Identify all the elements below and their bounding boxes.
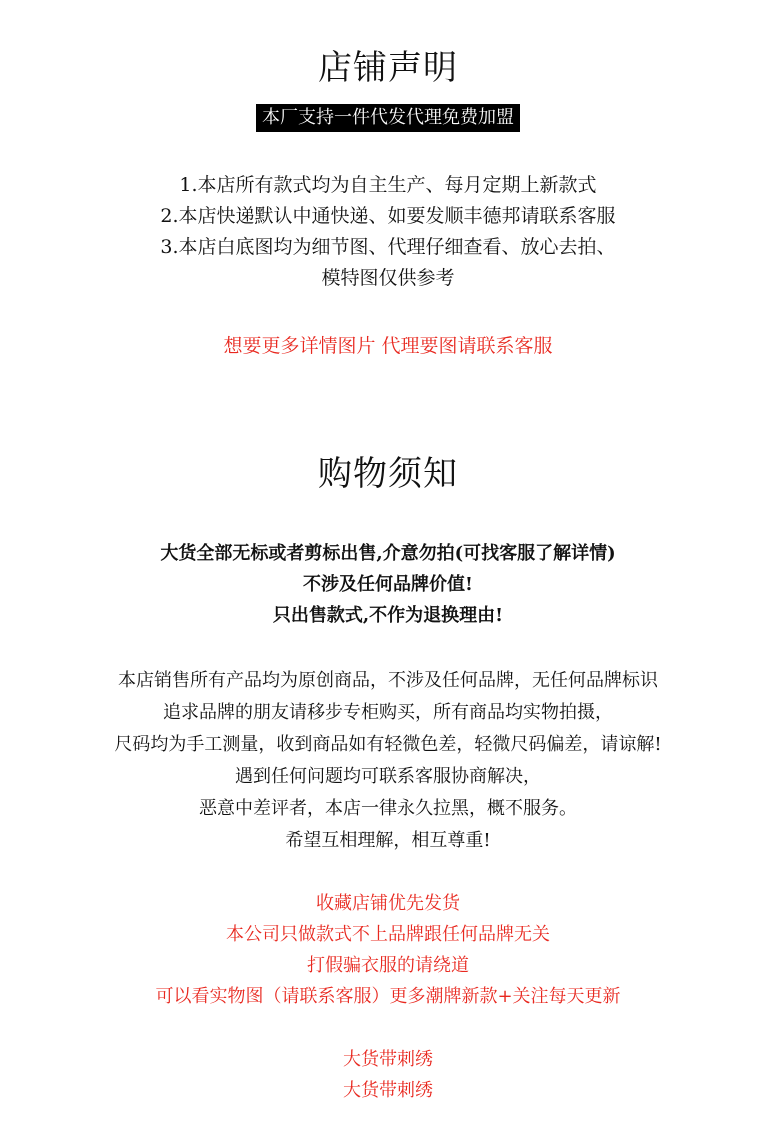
policy-line: 尺码均为手工测量，收到商品如有轻微色差，轻微尺码偏差，请谅解! bbox=[114, 734, 662, 755]
embroidery-notes bbox=[0, 1044, 776, 1106]
policy-line: 本店销售所有产品均为原创商品，不涉及任何品牌，无任何品牌标识 bbox=[118, 670, 658, 691]
store-rule-3-continued: 模特图仅供参考 bbox=[321, 267, 455, 289]
red-highlight-notes bbox=[0, 888, 776, 1012]
highlight-line: 可以看实物图（请联系客服）更多潮牌新款+关注每天更新 bbox=[155, 986, 621, 1007]
policy-line: 遇到任何问题均可联系客服协商解决， bbox=[235, 766, 541, 787]
policy-line: 追求品牌的朋友请移步专柜购买，所有商品均实物拍摄， bbox=[163, 702, 613, 723]
store-rule-2: 2.本店快递默认中通快递、如要发顺丰德邦请联系客服 bbox=[160, 205, 616, 227]
highlight-line: 收藏店铺优先发货 bbox=[316, 893, 460, 914]
sales-policy-text bbox=[0, 665, 776, 857]
disclaimer-line-2: 不涉及任何品牌价值! bbox=[303, 574, 473, 595]
agency-banner: 本厂支持一件代发代理免费加盟 bbox=[256, 104, 520, 132]
shopping-notice-title: 购物须知 bbox=[318, 454, 458, 494]
highlight-line: 本公司只做款式不上品牌跟任何品牌无关 bbox=[226, 924, 550, 945]
disclaimer-line-1: 大货全部无标或者剪标出售,介意勿拍(可找客服了解详情) bbox=[160, 543, 616, 564]
embroidery-line: 大货带刺绣 bbox=[343, 1080, 433, 1101]
disclaimer-line-3: 只出售款式,不作为退换理由! bbox=[272, 605, 504, 626]
store-rule-3: 3.本店白底图均为细节图、代理仔细查看、放心去拍、 bbox=[160, 236, 616, 258]
more-pictures-note: 想要更多详情图片 代理要图请联系客服 bbox=[223, 335, 553, 357]
store-statement-title: 店铺声明 bbox=[318, 48, 458, 88]
policy-line: 恶意中差评者，本店一律永久拉黑，概不服务。 bbox=[199, 798, 577, 819]
policy-line: 希望互相理解，相互尊重! bbox=[285, 830, 491, 851]
highlight-line: 打假骗衣服的请绕道 bbox=[307, 955, 469, 976]
embroidery-line: 大货带刺绣 bbox=[343, 1049, 433, 1070]
no-label-disclaimer bbox=[0, 538, 776, 631]
agency-banner-wrap bbox=[0, 104, 776, 132]
store-rule-1: 1.本店所有款式均为自主生产、每月定期上新款式 bbox=[179, 174, 597, 196]
store-rules-list bbox=[0, 170, 776, 294]
